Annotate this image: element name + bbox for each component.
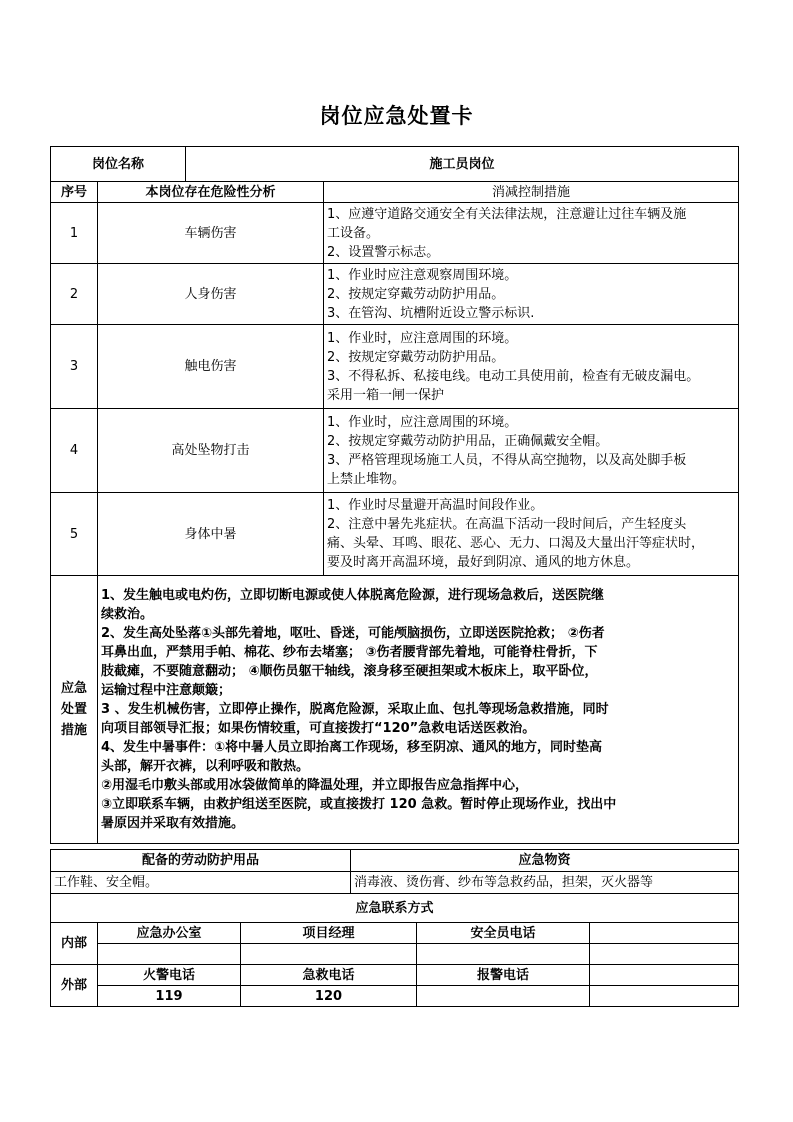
safety-officer-header: 安全员电话 (417, 923, 590, 944)
fire-phone: 119 (98, 986, 241, 1007)
emergency-line: ②用湿毛巾敷头部或用冰袋做简单的降温处理，并立即报告应急指挥中心， (101, 778, 529, 793)
measure-line: 1、应遵守道路交通安全有关法律法规，注意避让过往车辆及施 (327, 206, 687, 222)
emergency-line: 续救治。 (101, 607, 154, 622)
row-seq: 2 (51, 264, 98, 325)
emergency-line: 向项目部领导汇报；如果伤情较重，可直接拨打“120”急救电话送医救治。 (101, 721, 536, 736)
measure-line: 3、不得私拆、私接电线。电动工具使用前，检查有无破皮漏电。 (327, 368, 700, 384)
internal-extra-header (590, 923, 739, 944)
row-measures (324, 264, 739, 325)
contacts-table (50, 893, 739, 1007)
fire-header: 火警电话 (98, 965, 241, 986)
materials-label: 应急物资 (351, 850, 739, 872)
table-row (51, 325, 739, 409)
post-name-label: 岗位名称 (51, 147, 186, 182)
supplies-header-row (51, 850, 739, 872)
emergency-measures (98, 576, 739, 844)
contacts-title: 应急联系方式 (51, 894, 739, 923)
manager-phone (241, 944, 417, 965)
emergency-line: 耳鼻出血，严禁用手帕、棉花、纱布去堵塞； ③伤者腰背部先着地，可能脊柱骨折，下 (101, 645, 598, 660)
row-hazard: 身体中暑 (98, 493, 324, 576)
measure-line: 1、作业时应注意观察周围环境。 (327, 267, 518, 283)
measure-line: 3、在管沟、坑槽附近设立警示标识. (327, 305, 535, 321)
table-row (51, 493, 739, 576)
external-extra-header (590, 965, 739, 986)
emergency-line: 1、发生触电或电灼伤，立即切断电源或使人体脱离危险源，进行现场急救后，送医院继 (101, 588, 605, 603)
ppe-value: 工作鞋、安全帽。 (51, 872, 351, 894)
materials-value: 消毒液、烫伤膏、纱布等急救药品，担架，灭火器等 (351, 872, 739, 894)
row-hazard: 高处坠物打击 (98, 409, 324, 493)
police-header: 报警电话 (417, 965, 590, 986)
office-phone (98, 944, 241, 965)
emergency-row (51, 576, 739, 844)
measure-line: 工设备。 (327, 225, 380, 241)
measure-line: 1、作业时，应注意周围的环境。 (327, 414, 518, 430)
measure-line: 痛、头晕、耳鸣、眼花、恶心、无力、口渴及大量出汗等症状时， (327, 536, 705, 551)
row-seq: 1 (51, 203, 98, 264)
table-row (51, 203, 739, 264)
emergency-line: 暑原因并采取有效措施。 (101, 816, 245, 831)
post-row (51, 147, 739, 182)
row-measures (324, 325, 739, 409)
measure-line: 2、按规定穿戴劳动防护用品。 (327, 286, 505, 302)
hazard-table (50, 146, 739, 844)
emergency-line: ③立即联系车辆，由救护组送至医院，或直接拨打 120 急救。暂时停止现场作业，找出中 (101, 797, 617, 812)
measure-line: 2、注意中暑先兆症状。在高温下活动一段时间后，产生轻度头 (327, 517, 687, 532)
external-value-row (51, 986, 739, 1007)
row-hazard: 触电伤害 (98, 325, 324, 409)
external-label: 外部 (51, 965, 98, 1007)
internal-extra-phone (590, 944, 739, 965)
row-seq: 4 (51, 409, 98, 493)
measure-line: 1、作业时，应注意周围的环境。 (327, 330, 518, 346)
row-measures (324, 203, 739, 264)
supplies-value-row (51, 872, 739, 894)
emergency-line: 头部，解开衣裤，以利呼吸和散热。 (101, 759, 310, 774)
emergency-line: 运输过程中注意颠簸； (101, 683, 232, 698)
column-header-row (51, 182, 739, 203)
manager-header: 项目经理 (241, 923, 417, 944)
internal-value-row (51, 944, 739, 965)
post-name-value: 施工员岗位 (186, 147, 739, 182)
measure-line: 2、按规定穿戴劳动防护用品，正确佩戴安全帽。 (327, 433, 609, 449)
measure-line: 2、设置警示标志。 (327, 244, 440, 260)
police-phone (417, 986, 590, 1007)
ambulance-header: 急救电话 (241, 965, 417, 986)
measure-line: 上禁止堆物。 (327, 471, 406, 487)
row-seq: 3 (51, 325, 98, 409)
card-title: 岗位应急处置卡 (319, 104, 474, 128)
measure-line: 3、严格管理现场施工人员，不得从高空抛物，以及高处脚手板 (327, 452, 687, 468)
measure-line: 要及时离开高温环境，最好到阴凉、通风的地方休息。 (327, 555, 640, 570)
ppe-label: 配备的劳动防护用品 (51, 850, 351, 872)
contacts-title-row (51, 894, 739, 923)
emergency-line: 3 、发生机械伤害，立即停止操作，脱离危险源，采取止血、包扎等现场急救措施，同时 (101, 702, 609, 717)
row-seq: 5 (51, 493, 98, 576)
emergency-line: 肢截瘫，不要随意翻动； ④顺伤员躯干轴线，滚身移至硬担架或木板床上，取平卧位， (101, 664, 598, 679)
hazard-header: 本岗位存在危险性分析 (98, 182, 324, 203)
row-measures (324, 493, 739, 576)
emergency-label: 应急 处置 措施 (51, 576, 98, 844)
external-header-row (51, 965, 739, 986)
table-row (51, 409, 739, 493)
supplies-table (50, 849, 739, 894)
row-hazard: 车辆伤害 (98, 203, 324, 264)
office-header: 应急办公室 (98, 923, 241, 944)
safety-officer-phone (417, 944, 590, 965)
internal-header-row (51, 923, 739, 944)
row-measures (324, 409, 739, 493)
emergency-line: 2、发生高处坠落①头部先着地，呕吐、昏迷，可能颅脑损伤，立即送医院抢救； ②伤者 (101, 626, 605, 641)
ambulance-phone: 120 (241, 986, 417, 1007)
measure-line: 1、作业时尽量避开高温时间段作业。 (327, 498, 544, 513)
seq-header: 序号 (51, 182, 98, 203)
row-hazard: 人身伤害 (98, 264, 324, 325)
external-extra-phone (590, 986, 739, 1007)
measure-line: 采用一箱一闸一保护 (327, 387, 445, 403)
table-row (51, 264, 739, 325)
internal-label: 内部 (51, 923, 98, 965)
measures-header: 消减控制措施 (324, 182, 739, 203)
measure-line: 2、按规定穿戴劳动防护用品。 (327, 349, 505, 365)
emergency-line: 4、发生中暑事件：①将中暑人员立即抬离工作现场，移至阴凉、通风的地方，同时垫高 (101, 740, 603, 755)
